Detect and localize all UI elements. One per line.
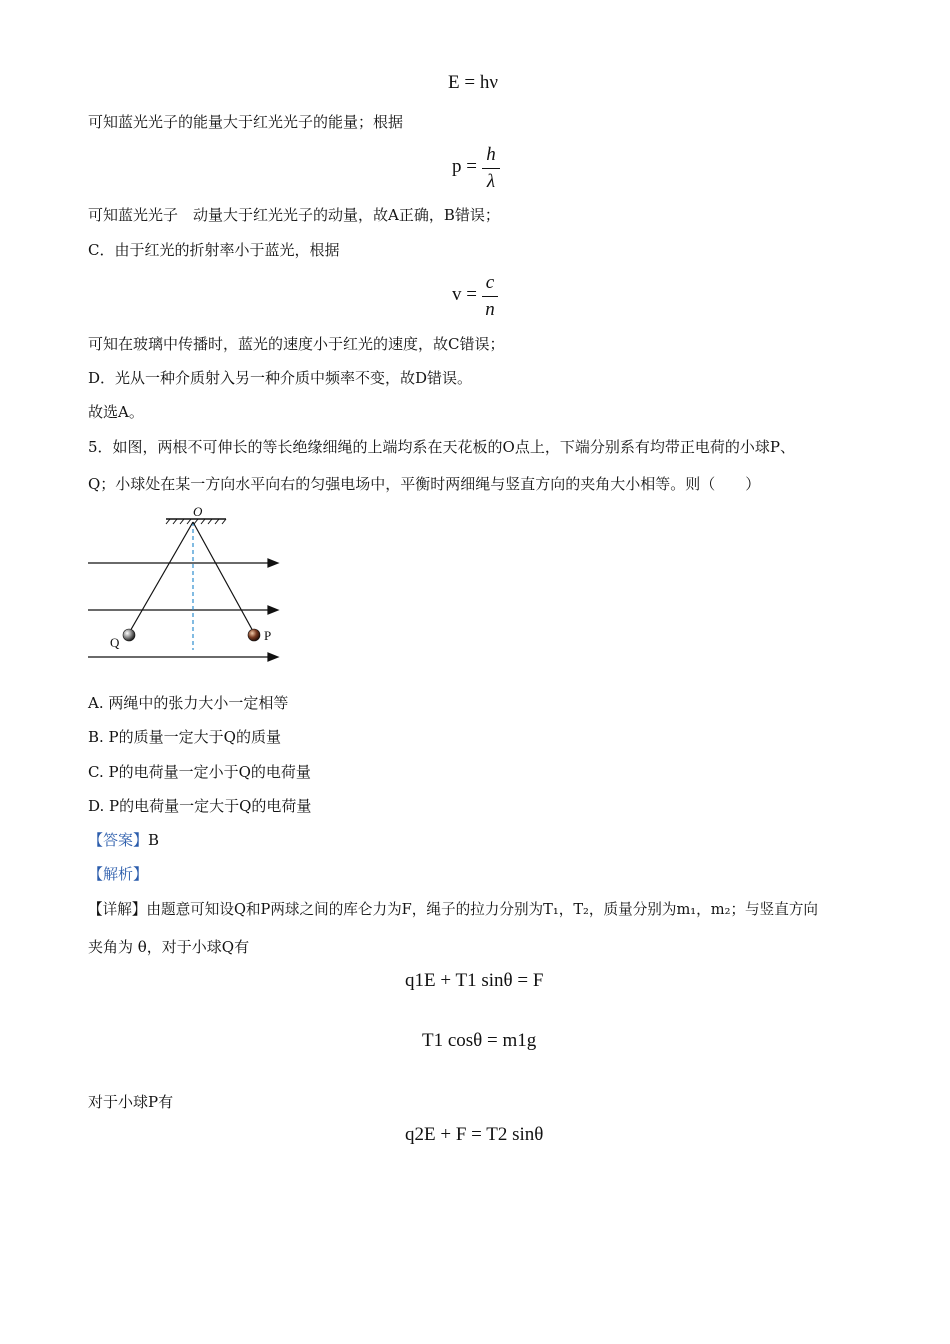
question-5-line-2: Q；小球处在某一方向水平向右的匀强电场中，平衡时两细绳与竖直方向的夹角大小相等。则（ ） [88,475,761,493]
pendulum-figure [84,500,284,668]
formula-q-horizontal: q1E + T1 sinθ = F [405,970,544,991]
analysis-label: 【解析】 [88,865,149,883]
answer-label: 【答案】 [88,831,149,849]
formula-momentum-fraction [482,144,500,193]
text-line-3: C．由于红光的折射率小于蓝光，根据 [88,241,340,259]
formula-energy: E = hν [448,72,498,93]
text-line-5: D．光从一种介质射入另一种介质中频率不变，故D错误。 [88,369,473,387]
text-line-2: 可知蓝光光子 动量大于红光光子的动量，故A正确，B错误； [88,206,500,224]
option-a: A. 两绳中的张力大小一定相等 [88,694,289,712]
detail-line-1 [88,900,818,920]
detail-line-3: 对于小球P有 [88,1093,174,1111]
question-5-line-1: 5．如图，两根不可伸长的等长绝缘细绳的上端均系在天花板的O点上，下端分别系有均带正电荷的小球P、 [88,438,795,456]
text-line-1: 可知蓝光光子的能量大于红光光子的能量；根据 [88,113,404,131]
fraction-bar [482,296,498,297]
string-q [129,522,193,633]
formula-momentum-numerator: h [486,144,496,165]
detail-text-1: 由题意可知设Q和P两球之间的库仑力为F，绳子的拉力分别为T₁，T₂，质量分别为m₁，m₂；与竖直方向 [146,901,819,918]
formula-p-horizontal: q2E + F = T2 sinθ [405,1124,544,1145]
formula-momentum-denominator: λ [486,171,496,192]
text-line-6: 故选A。 [88,403,144,421]
detail-line-2: 夹角为 θ，对于小球Q有 [88,938,250,956]
label-o: O [193,504,203,519]
detail-label: 【详解】 [88,901,147,918]
ball-p [248,629,260,641]
formula-speed-fraction [482,272,498,321]
string-p [193,522,254,633]
formula-speed-lhs: v = [452,284,477,305]
formula-momentum-lhs: p = [452,156,477,177]
formula-q-vertical: T1 cosθ = m1g [422,1030,537,1051]
analysis-line [88,864,148,884]
text-line-4: 可知在玻璃中传播时，蓝光的速度小于红光的速度，故C错误； [88,335,505,353]
label-q: Q [110,635,120,650]
answer-value: B [148,831,160,849]
option-d: D. P的电荷量一定大于Q的电荷量 [88,797,312,815]
answer-line [88,830,159,850]
formula-speed-numerator: c [485,272,495,293]
formula-speed-denominator: n [485,299,495,320]
option-c: C. P的电荷量一定小于Q的电荷量 [88,763,311,781]
label-p: P [264,628,272,643]
option-b: B. P的质量一定大于Q的质量 [88,728,281,746]
ball-q [123,629,135,641]
fraction-bar [482,168,500,169]
